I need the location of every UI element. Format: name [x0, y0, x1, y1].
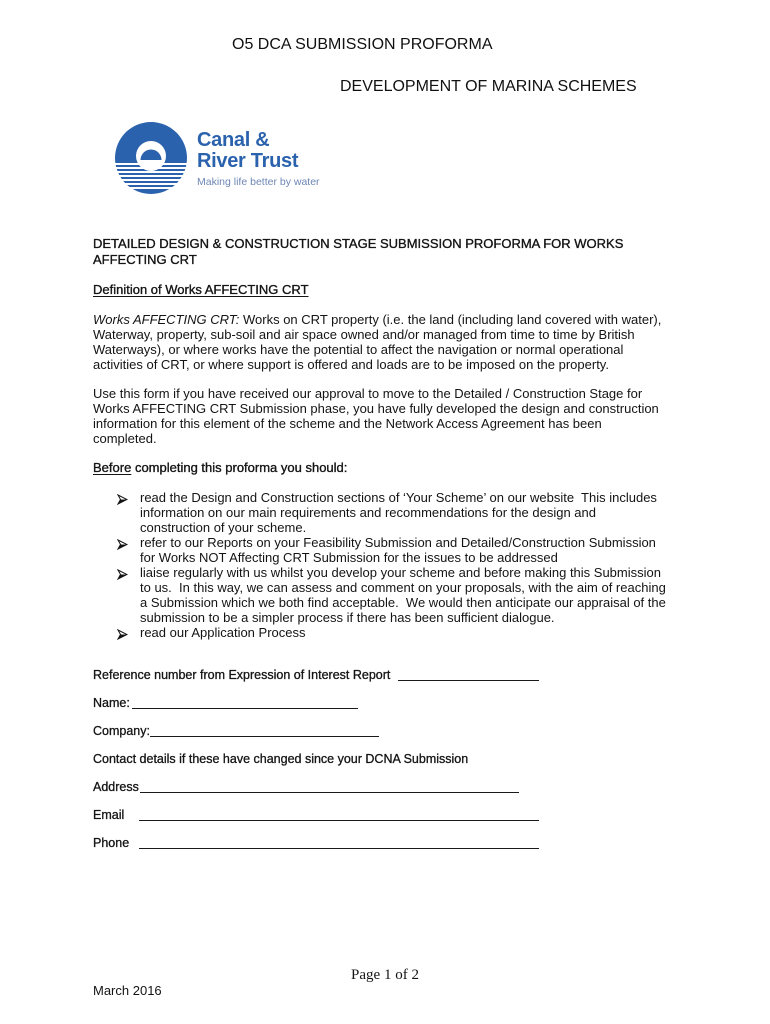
contact-heading-row: [0, 751, 770, 767]
list-item-line: submission to be a simpler process if there has been sufficient dialogue.: [140, 610, 555, 625]
list-item: [0, 535, 770, 565]
list-item-line: information on our main requirements and recommendations for the design and: [140, 505, 596, 520]
paragraph-line: information for this element of the scheme and the Network Access Agreement has been: [93, 416, 602, 431]
reference-number-row: [0, 667, 770, 683]
heading-line: DETAILED DESIGN & CONSTRUCTION STAGE SUBMISSION PROFORMA FOR WORKS: [93, 236, 624, 251]
address-row: [0, 779, 770, 795]
paragraph-line: Waterways), or where works have the potential to affect the navigation or normal operational: [93, 342, 624, 357]
email-field[interactable]: [139, 820, 539, 821]
phone-field[interactable]: [139, 848, 539, 849]
phone-row: [0, 835, 770, 851]
logo-name-line-2: River Trust: [197, 150, 299, 172]
section-heading: [93, 236, 623, 268]
paragraph-line: Works AFFECTING CRT Submission phase, you have fully developed the design and construction: [93, 401, 659, 416]
usage-paragraph: [93, 386, 659, 446]
reference-number-label: Reference number from Expression of Interest Report: [93, 668, 391, 682]
name-row: [0, 695, 770, 711]
prerequisites-emphasis: Before: [93, 460, 132, 475]
definition-text: Works on CRT property (i.e. the land (including land covered with water),: [243, 312, 662, 327]
definition-term: Works AFFECTING CRT:: [93, 312, 240, 327]
name-field[interactable]: [132, 708, 358, 709]
name-label: Name:: [93, 696, 130, 710]
paragraph-line: activities of CRT, or where support is offered and loads are to be imposed on the property.: [93, 357, 609, 372]
address-label: Address: [93, 780, 139, 794]
paragraph-line: Use this form if you have received our approval to move to the Detailed / Construction Stage for: [93, 386, 643, 401]
canal-river-trust-logo-icon: [114, 121, 188, 195]
list-item: [0, 490, 770, 535]
prerequisite-list: [0, 490, 770, 640]
paragraph-line: completed.: [93, 431, 157, 446]
paragraph-line: Waterway, property, sub-soil and air space owned and/or managed from time to time by British: [93, 327, 635, 342]
logo-name-line-1: Canal &: [197, 129, 270, 151]
heading-line: AFFECTING CRT: [93, 252, 197, 267]
list-item-line: read our Application Process: [140, 625, 306, 640]
reference-number-field[interactable]: [398, 680, 539, 681]
definition-title: Definition of Works AFFECTING CRT: [93, 282, 309, 297]
phone-label: Phone: [93, 836, 130, 850]
arrowhead-bullet-icon: [117, 537, 128, 548]
company-row: [0, 723, 770, 739]
page-number: Page 1 of 2: [351, 967, 419, 983]
list-item-line: read the Design and Construction sections of ‘Your Scheme’ on our website This includes: [140, 490, 657, 505]
list-item-line: construction of your scheme.: [140, 520, 307, 535]
list-item-line: to us. In this way, we can assess and comment on your proposals, with the aim of reaching: [140, 580, 666, 595]
arrowhead-bullet-icon: [117, 627, 128, 638]
document-title: O5 DCA SUBMISSION PROFORMA: [232, 36, 493, 53]
document-date: March 2016: [93, 983, 162, 998]
list-item-line: liaise regularly with us whilst you develop your scheme and before making this Submission: [140, 565, 661, 580]
prerequisites-heading: [93, 460, 347, 476]
list-item-line: for Works NOT Affecting CRT Submission for the issues to be addressed: [140, 550, 558, 565]
address-field[interactable]: [140, 792, 519, 793]
definition-paragraph: [93, 312, 661, 372]
list-item-line: a Submission which we both find acceptable. We would then anticipate our appraisal of the: [140, 595, 666, 610]
document-subtitle: DEVELOPMENT OF MARINA SCHEMES: [340, 78, 637, 95]
email-label: Email: [93, 808, 125, 822]
paragraph-line: [93, 312, 661, 327]
company-field[interactable]: [150, 736, 379, 737]
prerequisites-heading-text: completing this proforma you should:: [134, 460, 348, 475]
company-label: Company:: [93, 724, 150, 738]
contact-details-heading: Contact details if these have changed since your DCNA Submission: [93, 752, 469, 766]
list-item: [0, 625, 770, 640]
arrowhead-bullet-icon: [117, 567, 128, 578]
arrowhead-bullet-icon: [117, 492, 128, 503]
logo-tagline: Making life better by water: [197, 176, 320, 188]
list-item: [0, 565, 770, 625]
list-item-line: refer to our Reports on your Feasibility Submission and Detailed/Construction Submission: [140, 535, 656, 550]
email-row: [0, 807, 770, 823]
